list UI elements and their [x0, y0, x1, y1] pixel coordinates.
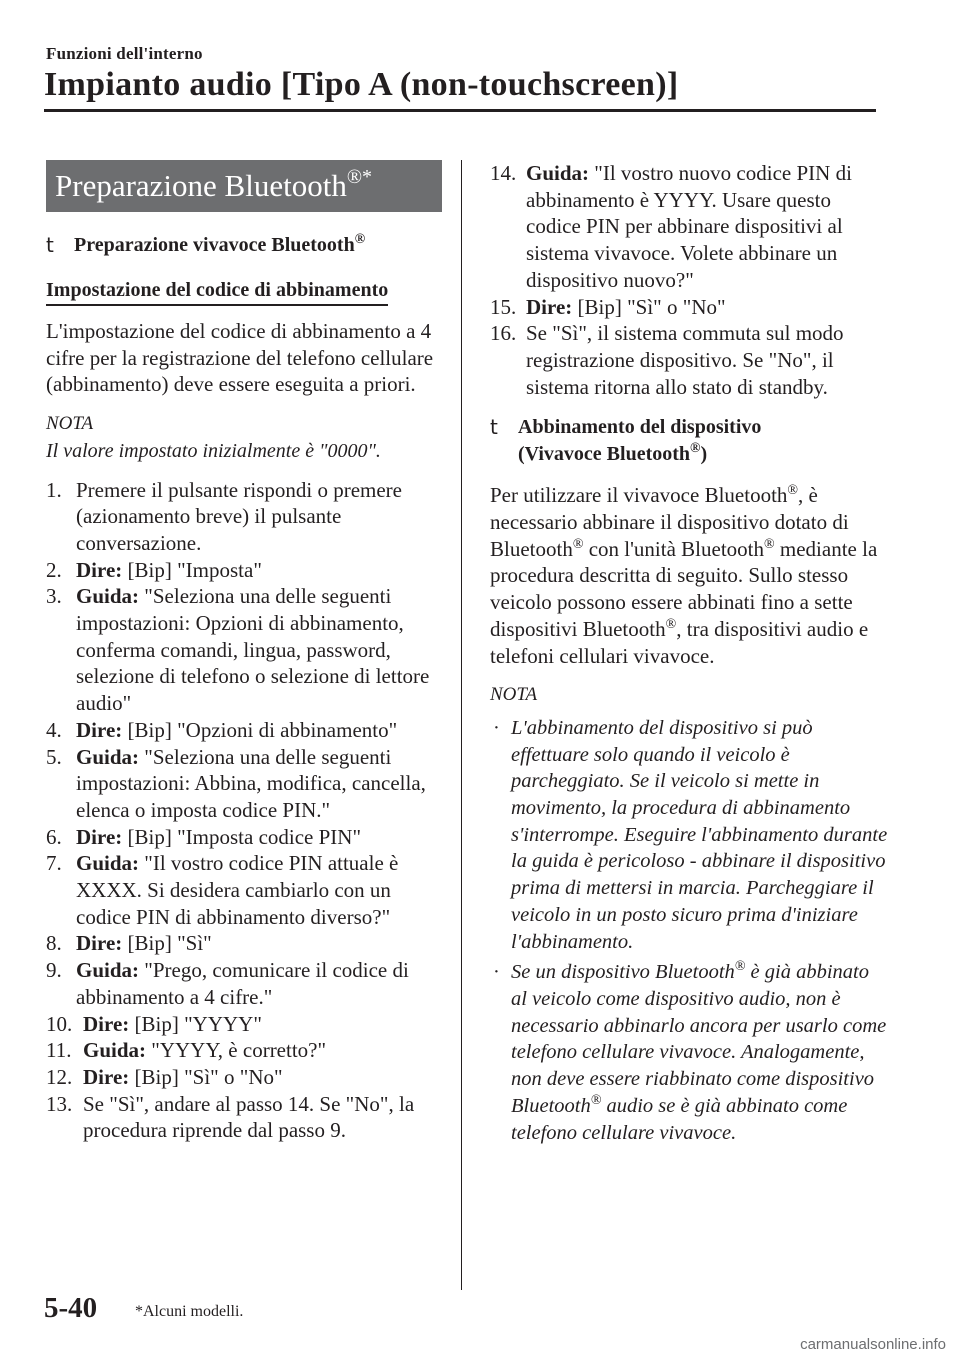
nota-label-right: NOTA: [490, 684, 538, 706]
step-item: [46, 583, 436, 717]
step-item: [490, 320, 890, 400]
section-heading: [46, 232, 436, 259]
step-body: [76, 583, 436, 717]
section-heading-pairing: [490, 414, 890, 468]
step-item: [46, 824, 436, 851]
step-number: 5.: [46, 744, 62, 769]
step-label: Guida:: [76, 584, 140, 609]
step-body: [526, 160, 890, 294]
nota-text: Il valore impostato inizialmente è "0000".: [46, 439, 381, 462]
step-item: [46, 1091, 436, 1144]
section-heading-line1: Abbinamento del dispositivo: [518, 416, 762, 439]
step-body: [526, 294, 890, 321]
step-item: [46, 1011, 436, 1038]
registered-mark: ®: [572, 536, 584, 552]
step-number: 7.: [46, 851, 62, 876]
step-body: [83, 1064, 436, 1091]
step-number: 9.: [46, 958, 62, 983]
section-marker-icon: t: [46, 233, 54, 257]
section-heading-line2: (Vivavoce Bluetooth: [518, 443, 691, 466]
left-column: [46, 160, 436, 1144]
step-text: [Bip] "Sì" o "No": [129, 1064, 283, 1089]
step-number: 1.: [46, 477, 62, 502]
step-item: [46, 957, 436, 1010]
step-body: [83, 1037, 436, 1064]
para-part: , tra dispositivi audio e telefoni cellulari vivavoce.: [490, 616, 869, 668]
para-part: con l'unità Bluetooth: [583, 536, 764, 561]
step-body: [76, 557, 436, 584]
step-body: [526, 320, 890, 400]
step-body: [76, 717, 436, 744]
banner-mark: ®*: [346, 166, 373, 188]
step-item: [490, 294, 890, 321]
bullet-item: [490, 715, 890, 955]
step-body: [76, 744, 436, 824]
para-part: Per utilizzare il vivavoce Bluetooth: [490, 483, 788, 508]
step-item: [46, 717, 436, 744]
step-label: Dire:: [83, 1011, 130, 1036]
step-label: Dire:: [76, 557, 123, 582]
step-body: [76, 930, 436, 957]
section-banner: [46, 160, 442, 212]
bullet-part: Se un dispositivo Bluetooth: [511, 961, 735, 984]
watermark: carmanualsonline.info: [800, 1336, 946, 1353]
step-label: Dire:: [83, 1064, 130, 1089]
banner-title: Preparazione Bluetooth: [55, 168, 347, 203]
pairing-paragraph: [490, 482, 890, 669]
bullet-dot-icon: ·: [493, 716, 500, 739]
step-body: [76, 957, 436, 1010]
registered-mark: ®: [787, 483, 799, 499]
para-part: mediante la procedura descritta di seguito. Sullo stesso veicolo possono essere abbinati fino a sette dispositivi Bluetooth: [490, 536, 878, 641]
running-header-section: Funzioni dell'interno: [46, 44, 203, 63]
step-text: "Prego, comunicare il codice di abbinamento a 4 cifre.": [76, 958, 409, 1009]
bullet-text: [511, 959, 890, 1146]
step-text: "Seleziona una delle seguenti impostazioni: Abbina, modifica, cancella, elenca o imposta codice PIN.": [76, 744, 426, 822]
step-label: Guida:: [83, 1038, 147, 1063]
step-item: [46, 744, 436, 824]
step-text: Se "Sì", il sistema commuta sul modo registrazione dispositivo. Se "No", il sistema ritorna allo stato di standby.: [526, 321, 844, 399]
step-body: [83, 1011, 436, 1038]
bullet-part: audio se è già abbinato come telefono cellulare vivavoce.: [511, 1094, 848, 1144]
step-text: "Il vostro codice PIN attuale è XXXX. Si desidera cambiarlo con un codice PIN di abbinamento diverso?": [76, 851, 399, 929]
step-text: "Il vostro nuovo codice PIN di abbinamento è YYYY. Usare questo codice PIN per abbinare dispositivi al sistema vivavoce. Volete abbinare un dispositivo nuovo?": [526, 161, 852, 292]
footnote: *Alcuni modelli.: [135, 1303, 244, 1320]
registered-mark: ®: [665, 616, 677, 632]
bullet-text: L'abbinamento del dispositivo si può effettuare solo quando il veicolo è parcheggiato. Se il veicolo si mette in movimento, la procedura di abbinamento s'interrompe. Eseguire l'abbinamento durante la guida è pericoloso - abbinare il dispositivo prima di mettersi in marcia. Parcheggiare il veicolo in un posto sicuro prima d'iniziare l'abbinamento.: [511, 716, 888, 953]
step-body: [76, 477, 436, 557]
step-number: 12.: [46, 1064, 73, 1089]
registered-mark: ®: [764, 536, 775, 552]
registered-mark: ®: [690, 441, 701, 457]
step-number: 11.: [46, 1038, 72, 1063]
registered-mark: ®: [590, 1092, 602, 1108]
step-label: Guida:: [76, 851, 140, 876]
step-text: [Bip] "Sì" o "No": [572, 294, 726, 319]
step-number: 16.: [490, 321, 517, 346]
step-text: [Bip] "Opzioni di abbinamento": [122, 717, 398, 742]
bullet-part: è già abbinato al veicolo come dispositivo audio, non è necessario abbinarlo ancora per usarlo come telefono cellulare vivavoce. Analogamente, non deve essere riabbinato come dispositivo Bluetooth: [511, 961, 887, 1117]
section-heading-close: ): [700, 443, 708, 466]
section-heading-text: Preparazione vivavoce Bluetooth: [74, 234, 355, 256]
header-rule: [44, 109, 876, 112]
step-text: "Seleziona una delle seguenti impostazioni: Opzioni di abbinamento, conferma comandi, lingua, password, selezione di telefono o selezione di lettore audio": [76, 584, 430, 716]
right-column: [490, 160, 890, 1146]
step-number: 14.: [490, 161, 517, 185]
step-text: Se "Sì", andare al passo 14. Se "No", la procedura riprende dal passo 9.: [83, 1091, 415, 1143]
step-item: [46, 477, 436, 557]
nota-bullets: [490, 715, 890, 1146]
step-number: 8.: [46, 931, 62, 956]
step-label: Dire:: [76, 717, 123, 742]
step-label: Dire:: [526, 294, 573, 319]
step-text: "YYYY, è corretto?": [146, 1038, 327, 1063]
step-text: [Bip] "YYYY": [129, 1011, 262, 1036]
step-item: [490, 160, 890, 294]
step-label: Dire:: [76, 931, 123, 956]
bullet-item: [490, 959, 890, 1146]
step-text: Premere il pulsante rispondi o premere (azionamento breve) il pulsante conversazione.: [76, 477, 402, 555]
step-text: [Bip] "Imposta codice PIN": [122, 824, 362, 849]
step-text: [Bip] "Sì": [122, 931, 212, 956]
registered-mark: ®: [734, 959, 746, 975]
step-number: 6.: [46, 824, 62, 849]
step-body: [76, 824, 436, 851]
para-part: , è necessario abbinare il dispositivo dotato di Bluetooth: [490, 483, 849, 561]
intro-paragraph: L'impostazione del codice di abbinamento a 4 cifre per la registrazione del telefono cellulare (abbinamento) deve essere eseguita a priori.: [46, 319, 434, 397]
bullet-dot-icon: ·: [493, 961, 500, 984]
step-number: 3.: [46, 584, 62, 609]
nota-label: NOTA: [46, 413, 94, 435]
step-number: 15.: [490, 294, 517, 319]
step-number: 4.: [46, 717, 62, 742]
step-body: [76, 850, 436, 930]
column-divider: [461, 160, 462, 1290]
step-number: 13.: [46, 1091, 73, 1116]
step-item: [46, 557, 436, 584]
subheading: Impostazione del codice di abbinamento: [46, 277, 388, 306]
step-item: [46, 930, 436, 957]
step-label: Guida:: [76, 744, 140, 769]
page-title: Impianto audio [Tipo A (non-touchscreen)]: [44, 66, 679, 103]
step-list-continued: [490, 160, 890, 400]
registered-mark: ®: [354, 232, 366, 247]
step-body: [83, 1091, 436, 1144]
step-item: [46, 850, 436, 930]
step-number: 10.: [46, 1011, 73, 1036]
step-text: [Bip] "Imposta": [122, 557, 262, 582]
step-label: Dire:: [76, 824, 123, 849]
step-list: [46, 477, 436, 1145]
step-number: 2.: [46, 557, 62, 582]
step-label: Guida:: [76, 958, 140, 983]
step-item: [46, 1064, 436, 1091]
section-marker-icon: t: [490, 415, 498, 440]
step-item: [46, 1037, 436, 1064]
page-number: 5-40: [44, 1292, 98, 1324]
step-label: Guida:: [526, 161, 590, 185]
